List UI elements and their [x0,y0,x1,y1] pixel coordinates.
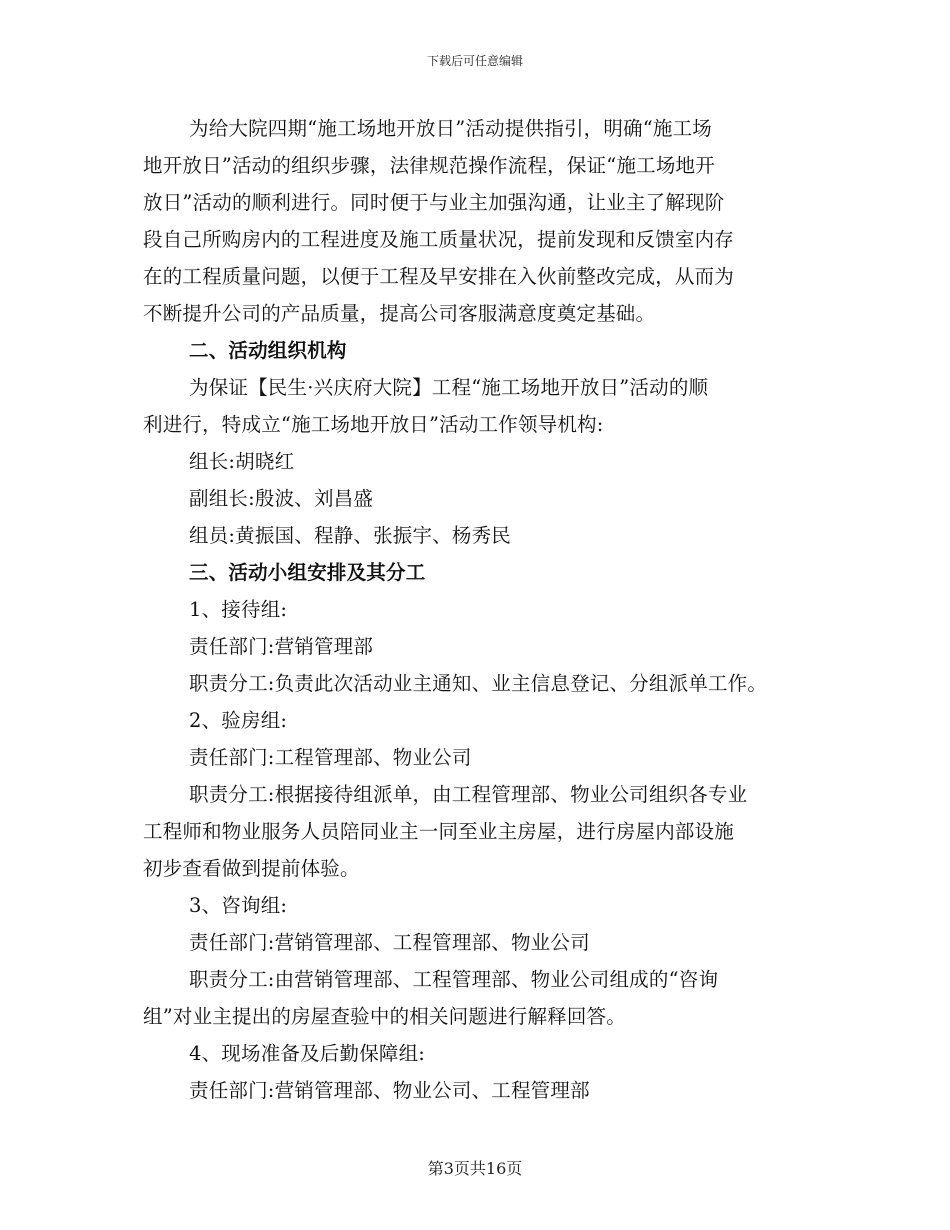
paragraph-line: 组长:胡晓红 [189,450,295,473]
page-header: 下载后可任意编辑 [426,54,523,68]
paragraph-line: 放日”活动的顺利进行。同时便于与业主加强沟通，让业主了解现阶 [143,191,725,214]
paragraph-line: 副组长:殷波、刘昌盛 [189,487,374,510]
document-body [143,110,823,1109]
paragraph-line: 在的工程质量问题，以便于工程及早安排在入伙前整改完成，从而为 [143,265,735,288]
subsection-heading: 1、接待组: [189,598,288,621]
section-heading: 三、活动小组安排及其分工 [189,561,426,584]
subsection-heading: 4、现场准备及后勤保障组: [189,1042,426,1065]
paragraph-line: 职责分工:由营销管理部、工程管理部、物业公司组成的“咨询 [189,968,719,991]
paragraph-line: 组”对业主提出的房屋查验中的相关问题进行解释回答。 [143,1005,626,1028]
paragraph-line: 责任部门:营销管理部、物业公司、工程管理部 [189,1079,590,1102]
paragraph-line: 为给大院四期“施工场地开放日”活动提供指引，明确“施工场 [189,117,713,140]
subsection-heading: 2、验房组: [189,709,288,732]
page-number: 第3页共16页 [427,1159,523,1178]
paragraph-line: 组员:黄振国、程静、张振宇、杨秀民 [189,524,511,547]
paragraph-line: 初步查看做到提前体验。 [143,857,360,880]
paragraph-line: 责任部门:营销管理部 [189,635,374,658]
subsection-heading: 3、咨询组: [189,894,288,917]
paragraph-line: 为保证【民生·兴庆府大院】工程“施工场地开放日”活动的顺 [189,376,709,399]
paragraph-line: 利进行，特成立“施工场地开放日”活动工作领导机构: [143,413,604,436]
paragraph-line: 段自己所购房内的工程进度及施工质量状况，提前发现和反馈室内存 [143,228,735,251]
paragraph-line: 工程师和物业服务人员陪同业主一同至业主房屋，进行房屋内部设施 [143,820,735,843]
paragraph-line: 地开放日”活动的组织步骤，法律规范操作流程，保证“施工场地开 [143,154,715,177]
section-heading: 二、活动组织机构 [189,339,347,362]
paragraph-line: 责任部门:工程管理部、物业公司 [189,746,472,769]
paragraph-line: 职责分工:负责此次活动业主通知、业主信息登记、分组派单工作。 [189,672,768,695]
paragraph-line: 职责分工:根据接待组派单，由工程管理部、物业公司组织各专业 [189,783,748,806]
paragraph-line: 不断提升公司的产品质量，提高公司客服满意度奠定基础。 [143,302,656,325]
paragraph-line: 责任部门:营销管理部、工程管理部、物业公司 [189,931,590,954]
